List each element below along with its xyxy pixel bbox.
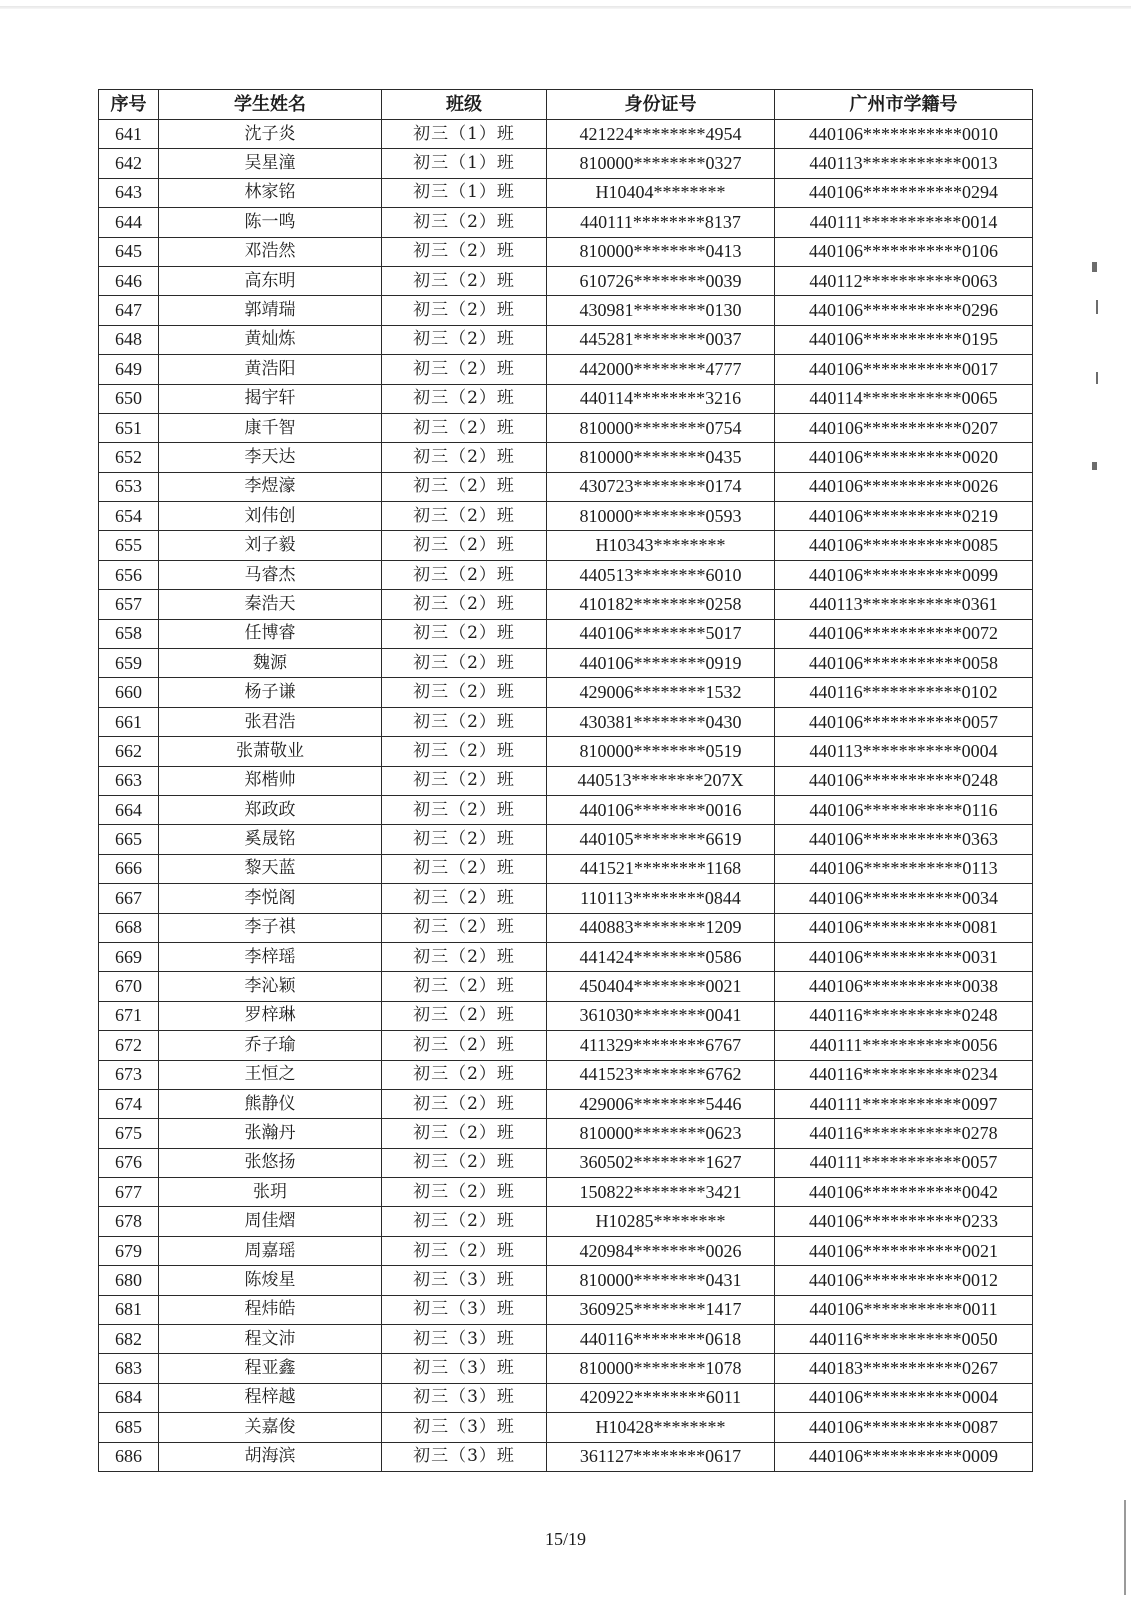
cell-class: 初三（2）班: [382, 1001, 547, 1030]
cell-registration-number: 440106***********0099: [775, 560, 1033, 589]
table-row: [99, 1442, 1033, 1471]
table-row: [99, 149, 1033, 178]
cell-registration-number: 440106***********0113: [775, 854, 1033, 883]
cell-id-number: 441521********1168: [547, 854, 775, 883]
cell-seq: 657: [99, 590, 159, 619]
cell-class: 初三（2）班: [382, 707, 547, 736]
cell-id-number: 110113********0844: [547, 884, 775, 913]
header-registration-number: 广州市学籍号: [775, 90, 1033, 120]
cell-seq: 645: [99, 237, 159, 266]
cell-id-number: 440114********3216: [547, 384, 775, 413]
cell-seq: 663: [99, 766, 159, 795]
cell-seq: 656: [99, 560, 159, 589]
cell-seq: 655: [99, 531, 159, 560]
cell-class: 初三（2）班: [382, 1119, 547, 1148]
cell-seq: 672: [99, 1031, 159, 1060]
cell-class: 初三（2）班: [382, 972, 547, 1001]
cell-class: 初三（2）班: [382, 413, 547, 442]
cell-registration-number: 440106***********0116: [775, 795, 1033, 824]
cell-student-name: 邓浩然: [159, 237, 382, 266]
table-row: [99, 854, 1033, 883]
cell-seq: 664: [99, 795, 159, 824]
cell-class: 初三（1）班: [382, 149, 547, 178]
table-row: [99, 649, 1033, 678]
cell-seq: 668: [99, 913, 159, 942]
table-row: [99, 884, 1033, 913]
cell-seq: 685: [99, 1413, 159, 1442]
cell-id-number: 420922********6011: [547, 1383, 775, 1412]
cell-seq: 648: [99, 325, 159, 354]
cell-seq: 662: [99, 737, 159, 766]
scan-edge-mark: [1124, 1500, 1126, 1595]
table-row: [99, 795, 1033, 824]
table-row: [99, 355, 1033, 384]
cell-class: 初三（3）班: [382, 1295, 547, 1324]
cell-registration-number: 440111***********0057: [775, 1148, 1033, 1177]
table-row: [99, 1354, 1033, 1383]
header-class: 班级: [382, 90, 547, 120]
cell-student-name: 程文沛: [159, 1325, 382, 1354]
cell-id-number: 810000********0519: [547, 737, 775, 766]
cell-seq: 673: [99, 1060, 159, 1089]
cell-class: 初三（2）班: [382, 942, 547, 971]
cell-seq: 666: [99, 854, 159, 883]
cell-student-name: 周嘉瑶: [159, 1236, 382, 1265]
table-row: [99, 678, 1033, 707]
cell-student-name: 张瀚丹: [159, 1119, 382, 1148]
cell-id-number: 410182********0258: [547, 590, 775, 619]
cell-registration-number: 440106***********0010: [775, 120, 1033, 149]
table-row: [99, 1207, 1033, 1236]
table-row: [99, 443, 1033, 472]
cell-seq: 652: [99, 443, 159, 472]
cell-student-name: 秦浩天: [159, 590, 382, 619]
cell-id-number: 810000********0623: [547, 1119, 775, 1148]
table-row: [99, 266, 1033, 295]
cell-student-name: 李子祺: [159, 913, 382, 942]
cell-class: 初三（2）班: [382, 913, 547, 942]
table-row: [99, 208, 1033, 237]
cell-seq: 669: [99, 942, 159, 971]
cell-student-name: 张玥: [159, 1178, 382, 1207]
cell-student-name: 康千智: [159, 413, 382, 442]
cell-student-name: 关嘉俊: [159, 1413, 382, 1442]
cell-class: 初三（2）班: [382, 825, 547, 854]
cell-seq: 665: [99, 825, 159, 854]
cell-student-name: 高东明: [159, 266, 382, 295]
cell-id-number: 361030********0041: [547, 1001, 775, 1030]
cell-class: 初三（2）班: [382, 266, 547, 295]
table-row: [99, 1060, 1033, 1089]
cell-registration-number: 440106***********0031: [775, 942, 1033, 971]
cell-class: 初三（2）班: [382, 1236, 547, 1265]
cell-student-name: 郑政政: [159, 795, 382, 824]
cell-seq: 682: [99, 1325, 159, 1354]
cell-id-number: 440111********8137: [547, 208, 775, 237]
scan-edge-mark: [1092, 462, 1097, 470]
cell-class: 初三（2）班: [382, 1089, 547, 1118]
cell-id-number: 810000********0435: [547, 443, 775, 472]
cell-class: 初三（2）班: [382, 1060, 547, 1089]
cell-student-name: 李沁颖: [159, 972, 382, 1001]
cell-id-number: 810000********0327: [547, 149, 775, 178]
cell-student-name: 吴星潼: [159, 149, 382, 178]
cell-registration-number: 440111***********0014: [775, 208, 1033, 237]
cell-student-name: 周佳熠: [159, 1207, 382, 1236]
page-number: 15/19: [544, 1529, 586, 1549]
cell-seq: 660: [99, 678, 159, 707]
cell-id-number: 810000********0754: [547, 413, 775, 442]
table-row: [99, 1148, 1033, 1177]
cell-seq: 653: [99, 472, 159, 501]
cell-class: 初三（2）班: [382, 737, 547, 766]
cell-class: 初三（3）班: [382, 1413, 547, 1442]
cell-registration-number: 440106***********0087: [775, 1413, 1033, 1442]
cell-registration-number: 440106***********0363: [775, 825, 1033, 854]
cell-registration-number: 440106***********0021: [775, 1236, 1033, 1265]
cell-class: 初三（2）班: [382, 472, 547, 501]
cell-student-name: 程亚鑫: [159, 1354, 382, 1383]
cell-seq: 654: [99, 502, 159, 531]
table-row: [99, 766, 1033, 795]
cell-class: 初三（2）班: [382, 355, 547, 384]
cell-class: 初三（2）班: [382, 208, 547, 237]
cell-student-name: 陈一鸣: [159, 208, 382, 237]
cell-registration-number: 440106***********0042: [775, 1178, 1033, 1207]
cell-seq: 642: [99, 149, 159, 178]
table-row: [99, 178, 1033, 207]
cell-class: 初三（2）班: [382, 649, 547, 678]
cell-student-name: 黄浩阳: [159, 355, 382, 384]
cell-id-number: 421224********4954: [547, 120, 775, 149]
table-row: [99, 502, 1033, 531]
cell-student-name: 程梓越: [159, 1383, 382, 1412]
cell-seq: 678: [99, 1207, 159, 1236]
cell-registration-number: 440116***********0248: [775, 1001, 1033, 1030]
table-row: [99, 1236, 1033, 1265]
cell-id-number: 440106********0016: [547, 795, 775, 824]
cell-registration-number: 440106***********0207: [775, 413, 1033, 442]
cell-registration-number: 440106***********0296: [775, 296, 1033, 325]
cell-registration-number: 440111***********0056: [775, 1031, 1033, 1060]
cell-student-name: 黄灿炼: [159, 325, 382, 354]
cell-seq: 649: [99, 355, 159, 384]
header-id-number: 身份证号: [547, 90, 775, 120]
cell-registration-number: 440111***********0097: [775, 1089, 1033, 1118]
cell-student-name: 揭宇轩: [159, 384, 382, 413]
table-row: [99, 384, 1033, 413]
cell-id-number: 430381********0430: [547, 707, 775, 736]
table-row: [99, 1178, 1033, 1207]
cell-seq: 676: [99, 1148, 159, 1177]
cell-registration-number: 440106***********0058: [775, 649, 1033, 678]
table-row: [99, 1089, 1033, 1118]
cell-seq: 679: [99, 1236, 159, 1265]
cell-class: 初三（1）班: [382, 178, 547, 207]
cell-student-name: 郑楷帅: [159, 766, 382, 795]
cell-id-number: 440116********0618: [547, 1325, 775, 1354]
cell-registration-number: 440106***********0017: [775, 355, 1033, 384]
cell-seq: 681: [99, 1295, 159, 1324]
cell-student-name: 李悦阁: [159, 884, 382, 913]
cell-registration-number: 440183***********0267: [775, 1354, 1033, 1383]
cell-seq: 647: [99, 296, 159, 325]
cell-seq: 677: [99, 1178, 159, 1207]
cell-id-number: H10428********: [547, 1413, 775, 1442]
cell-seq: 658: [99, 619, 159, 648]
table-row: [99, 1413, 1033, 1442]
cell-id-number: 411329********6767: [547, 1031, 775, 1060]
table-row: [99, 707, 1033, 736]
table-row: [99, 1295, 1033, 1324]
cell-registration-number: 440116***********0102: [775, 678, 1033, 707]
table-row: [99, 825, 1033, 854]
cell-registration-number: 440116***********0050: [775, 1325, 1033, 1354]
table-row: [99, 1266, 1033, 1295]
cell-id-number: H10404********: [547, 178, 775, 207]
scan-edge-mark: [1092, 262, 1097, 272]
cell-student-name: 罗梓琳: [159, 1001, 382, 1030]
cell-student-name: 李梓瑶: [159, 942, 382, 971]
cell-registration-number: 440106***********0233: [775, 1207, 1033, 1236]
cell-student-name: 魏源: [159, 649, 382, 678]
table-row: [99, 1383, 1033, 1412]
table-row: [99, 1001, 1033, 1030]
cell-id-number: 440106********5017: [547, 619, 775, 648]
cell-class: 初三（2）班: [382, 443, 547, 472]
scan-top-edge: [0, 6, 1131, 9]
cell-student-name: 王恒之: [159, 1060, 382, 1089]
cell-student-name: 沈子炎: [159, 120, 382, 149]
cell-id-number: 441523********6762: [547, 1060, 775, 1089]
scan-edge-mark: [1096, 300, 1098, 314]
table-row: [99, 120, 1033, 149]
cell-id-number: 440513********207X: [547, 766, 775, 795]
cell-student-name: 马睿杰: [159, 560, 382, 589]
cell-id-number: H10343********: [547, 531, 775, 560]
cell-registration-number: 440106***********0004: [775, 1383, 1033, 1412]
cell-id-number: H10285********: [547, 1207, 775, 1236]
cell-class: 初三（2）班: [382, 1031, 547, 1060]
table-row: [99, 619, 1033, 648]
cell-student-name: 李天达: [159, 443, 382, 472]
cell-student-name: 杨子谦: [159, 678, 382, 707]
cell-student-name: 郭靖瑞: [159, 296, 382, 325]
table-row: [99, 531, 1033, 560]
cell-id-number: 430981********0130: [547, 296, 775, 325]
cell-registration-number: 440106***********0081: [775, 913, 1033, 942]
cell-seq: 667: [99, 884, 159, 913]
cell-id-number: 810000********0593: [547, 502, 775, 531]
cell-seq: 646: [99, 266, 159, 295]
table-row: [99, 413, 1033, 442]
table-row: [99, 1119, 1033, 1148]
table-row: [99, 237, 1033, 266]
cell-class: 初三（2）班: [382, 619, 547, 648]
cell-seq: 643: [99, 178, 159, 207]
cell-class: 初三（2）班: [382, 237, 547, 266]
cell-registration-number: 440114***********0065: [775, 384, 1033, 413]
header-seq: 序号: [99, 90, 159, 120]
cell-registration-number: 440106***********0012: [775, 1266, 1033, 1295]
cell-seq: 670: [99, 972, 159, 1001]
cell-id-number: 440883********1209: [547, 913, 775, 942]
cell-class: 初三（2）班: [382, 325, 547, 354]
cell-id-number: 442000********4777: [547, 355, 775, 384]
cell-class: 初三（2）班: [382, 1148, 547, 1177]
cell-registration-number: 440106***********0020: [775, 443, 1033, 472]
cell-registration-number: 440106***********0106: [775, 237, 1033, 266]
cell-seq: 659: [99, 649, 159, 678]
cell-class: 初三（2）班: [382, 590, 547, 619]
cell-class: 初三（2）班: [382, 678, 547, 707]
cell-registration-number: 440113***********0361: [775, 590, 1033, 619]
cell-registration-number: 440112***********0063: [775, 266, 1033, 295]
cell-student-name: 熊静仪: [159, 1089, 382, 1118]
cell-class: 初三（2）班: [382, 502, 547, 531]
header-student-name: 学生姓名: [159, 90, 382, 120]
table-row: [99, 913, 1033, 942]
cell-id-number: 360502********1627: [547, 1148, 775, 1177]
cell-class: 初三（3）班: [382, 1354, 547, 1383]
cell-student-name: 黎天蓝: [159, 854, 382, 883]
cell-seq: 651: [99, 413, 159, 442]
cell-id-number: 440106********0919: [547, 649, 775, 678]
cell-registration-number: 440116***********0234: [775, 1060, 1033, 1089]
cell-id-number: 430723********0174: [547, 472, 775, 501]
table-row: [99, 1031, 1033, 1060]
cell-student-name: 胡海滨: [159, 1442, 382, 1471]
table-row: [99, 942, 1033, 971]
cell-student-name: 任博睿: [159, 619, 382, 648]
cell-registration-number: 440113***********0004: [775, 737, 1033, 766]
cell-id-number: 420984********0026: [547, 1236, 775, 1265]
cell-registration-number: 440116***********0278: [775, 1119, 1033, 1148]
cell-student-name: 林家铭: [159, 178, 382, 207]
table-row: [99, 972, 1033, 1001]
cell-class: 初三（2）班: [382, 384, 547, 413]
cell-student-name: 程炜皓: [159, 1295, 382, 1324]
cell-student-name: 刘伟创: [159, 502, 382, 531]
cell-class: 初三（2）班: [382, 795, 547, 824]
cell-registration-number: 440106***********0057: [775, 707, 1033, 736]
cell-student-name: 张悠扬: [159, 1148, 382, 1177]
cell-seq: 674: [99, 1089, 159, 1118]
cell-student-name: 陈焌星: [159, 1266, 382, 1295]
cell-registration-number: 440106***********0009: [775, 1442, 1033, 1471]
cell-id-number: 610726********0039: [547, 266, 775, 295]
cell-seq: 683: [99, 1354, 159, 1383]
cell-class: 初三（2）班: [382, 531, 547, 560]
cell-id-number: 361127********0617: [547, 1442, 775, 1471]
cell-id-number: 810000********0431: [547, 1266, 775, 1295]
cell-id-number: 429006********5446: [547, 1089, 775, 1118]
table-body: [99, 120, 1033, 1472]
cell-student-name: 乔子瑜: [159, 1031, 382, 1060]
cell-id-number: 445281********0037: [547, 325, 775, 354]
table-row: [99, 325, 1033, 354]
cell-class: 初三（2）班: [382, 884, 547, 913]
cell-seq: 680: [99, 1266, 159, 1295]
cell-id-number: 441424********0586: [547, 942, 775, 971]
cell-student-name: 张君浩: [159, 707, 382, 736]
cell-class: 初三（2）班: [382, 1207, 547, 1236]
cell-id-number: 440513********6010: [547, 560, 775, 589]
cell-class: 初三（2）班: [382, 560, 547, 589]
cell-id-number: 150822********3421: [547, 1178, 775, 1207]
cell-seq: 650: [99, 384, 159, 413]
cell-registration-number: 440106***********0294: [775, 178, 1033, 207]
cell-class: 初三（2）班: [382, 1178, 547, 1207]
cell-registration-number: 440113***********0013: [775, 149, 1033, 178]
table-row: [99, 590, 1033, 619]
cell-id-number: 429006********1532: [547, 678, 775, 707]
cell-seq: 641: [99, 120, 159, 149]
table-row: [99, 737, 1033, 766]
cell-student-name: 奚晟铭: [159, 825, 382, 854]
cell-class: 初三（3）班: [382, 1325, 547, 1354]
cell-registration-number: 440106***********0248: [775, 766, 1033, 795]
cell-registration-number: 440106***********0038: [775, 972, 1033, 1001]
cell-class: 初三（3）班: [382, 1266, 547, 1295]
cell-seq: 671: [99, 1001, 159, 1030]
cell-id-number: 810000********1078: [547, 1354, 775, 1383]
cell-id-number: 810000********0413: [547, 237, 775, 266]
cell-class: 初三（3）班: [382, 1442, 547, 1471]
table-row: [99, 1325, 1033, 1354]
cell-class: 初三（3）班: [382, 1383, 547, 1412]
cell-registration-number: 440106***********0072: [775, 619, 1033, 648]
table-row: [99, 296, 1033, 325]
cell-registration-number: 440106***********0195: [775, 325, 1033, 354]
table-row: [99, 560, 1033, 589]
scan-edge-mark: [1096, 372, 1098, 384]
cell-seq: 644: [99, 208, 159, 237]
cell-class: 初三（2）班: [382, 766, 547, 795]
cell-student-name: 李煜濠: [159, 472, 382, 501]
cell-seq: 686: [99, 1442, 159, 1471]
table-header-row: [99, 90, 1033, 120]
cell-class: 初三（1）班: [382, 120, 547, 149]
cell-student-name: 刘子毅: [159, 531, 382, 560]
cell-registration-number: 440106***********0011: [775, 1295, 1033, 1324]
cell-seq: 684: [99, 1383, 159, 1412]
cell-class: 初三（2）班: [382, 296, 547, 325]
cell-class: 初三（2）班: [382, 854, 547, 883]
table-row: [99, 472, 1033, 501]
cell-seq: 661: [99, 707, 159, 736]
cell-id-number: 440105********6619: [547, 825, 775, 854]
cell-id-number: 450404********0021: [547, 972, 775, 1001]
cell-student-name: 张萧敬业: [159, 737, 382, 766]
student-roster-table: [98, 89, 1033, 1472]
cell-registration-number: 440106***********0219: [775, 502, 1033, 531]
cell-id-number: 360925********1417: [547, 1295, 775, 1324]
cell-registration-number: 440106***********0026: [775, 472, 1033, 501]
cell-registration-number: 440106***********0085: [775, 531, 1033, 560]
cell-seq: 675: [99, 1119, 159, 1148]
cell-registration-number: 440106***********0034: [775, 884, 1033, 913]
